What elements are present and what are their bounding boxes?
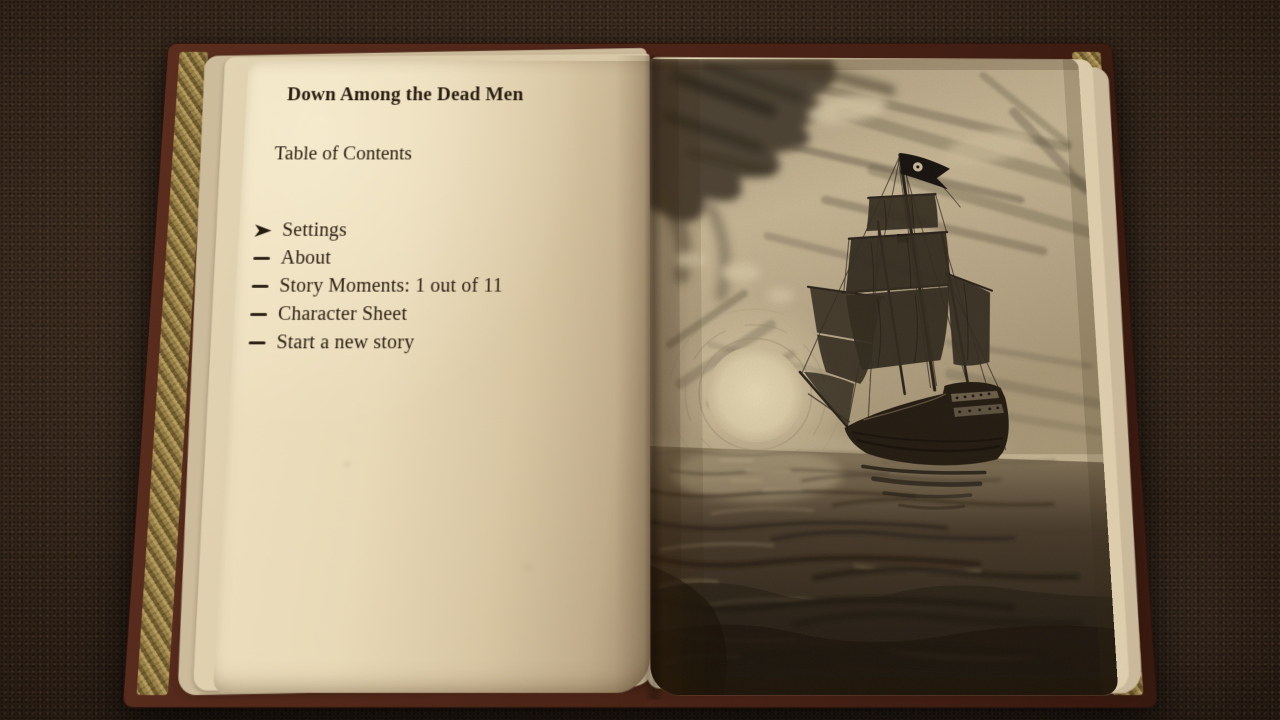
menu-item-label: Character Sheet bbox=[277, 303, 408, 325]
menu-item-label: Story Moments: 1 out of 11 bbox=[278, 275, 504, 297]
paper-grain bbox=[650, 59, 1119, 695]
illustration-page bbox=[650, 59, 1119, 695]
book-title: Down Among the Dead Men bbox=[286, 84, 524, 105]
toc-heading: Table of Contents bbox=[273, 143, 413, 165]
dash-bullet-icon bbox=[252, 285, 269, 288]
ship-illustration bbox=[650, 59, 1119, 695]
menu-item-settings[interactable] bbox=[254, 217, 626, 245]
menu-item-label: About bbox=[280, 247, 332, 269]
dash-bullet-icon bbox=[253, 257, 270, 260]
menu-item-character-sheet[interactable] bbox=[249, 300, 626, 328]
selection-arrow-icon bbox=[254, 224, 271, 237]
menu-item-label: Settings bbox=[281, 219, 348, 241]
dash-bullet-icon bbox=[249, 341, 266, 344]
menu-item-label: Start a new story bbox=[276, 331, 415, 354]
menu-item-story-moments[interactable] bbox=[251, 272, 626, 300]
toc-menu bbox=[248, 217, 626, 357]
dash-bullet-icon bbox=[250, 313, 267, 316]
menu-item-about[interactable] bbox=[253, 244, 627, 272]
menu-item-start-new-story[interactable] bbox=[248, 329, 626, 358]
open-book bbox=[122, 43, 1158, 708]
table-of-contents-page bbox=[213, 61, 651, 693]
